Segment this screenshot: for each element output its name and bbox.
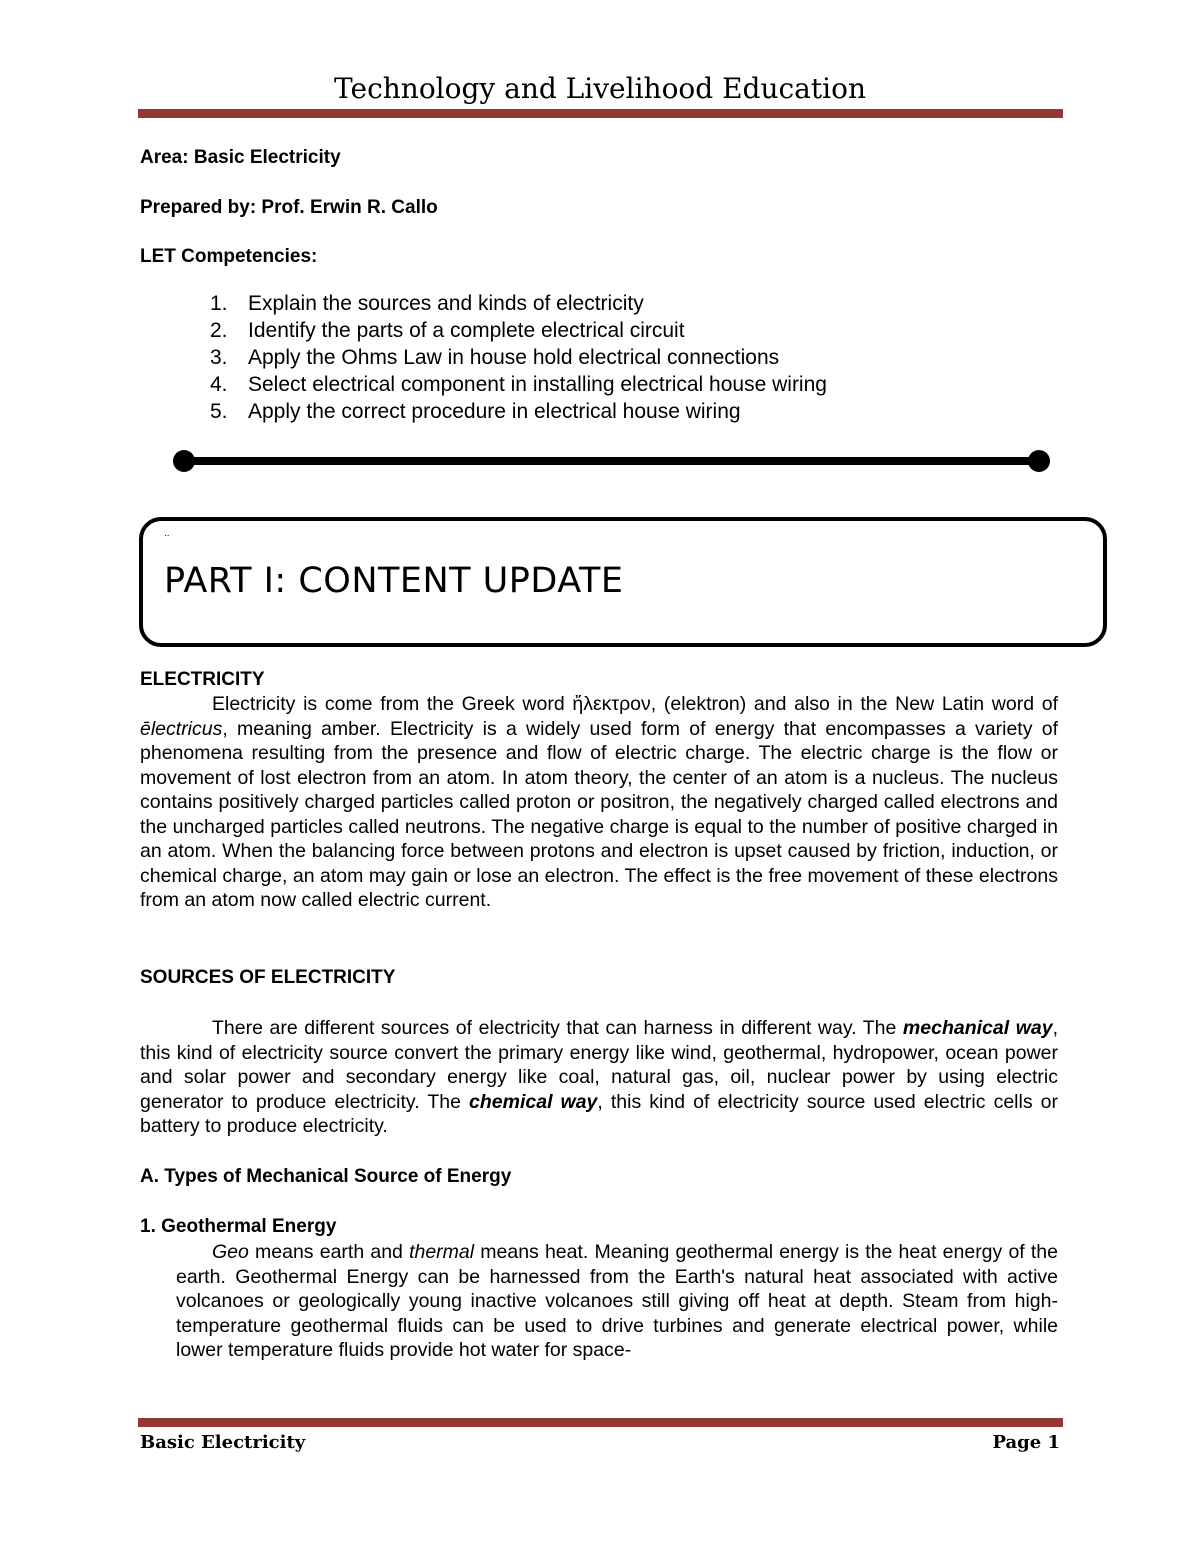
italic-term: thermal bbox=[409, 1241, 475, 1263]
geothermal-paragraph bbox=[176, 1240, 1058, 1363]
list-item bbox=[212, 371, 827, 398]
list-item-text: Apply the correct procedure in electrical house wiring bbox=[248, 400, 741, 423]
prepared-by-label: Prepared by: Prof. Erwin R. Callo bbox=[140, 197, 438, 218]
list-item-number: 3. bbox=[210, 346, 228, 369]
competencies-list bbox=[212, 290, 827, 425]
sources-paragraph bbox=[140, 1016, 1058, 1139]
list-item-number: 5. bbox=[210, 400, 228, 423]
list-item bbox=[212, 317, 827, 344]
italic-term: Geo bbox=[212, 1241, 249, 1263]
bold-italic-term: chemical way bbox=[469, 1090, 598, 1113]
electricity-heading: ELECTRICITY bbox=[140, 669, 265, 690]
document-header-title: Technology and Livelihood Education bbox=[334, 72, 866, 105]
types-heading: A. Types of Mechanical Source of Energy bbox=[140, 1166, 512, 1187]
list-item-text: Apply the Ohms Law in house hold electrical connections bbox=[248, 346, 780, 369]
header-rule bbox=[138, 109, 1063, 118]
box-corner-mark: .. bbox=[164, 528, 170, 539]
italic-term: ēlectricus bbox=[140, 717, 223, 740]
paragraph-text: Electricity is come from the Greek word ἤλεκτρον, (elektron) and also in the New Latin word of bbox=[212, 693, 1058, 715]
geothermal-heading: 1. Geothermal Energy bbox=[140, 1216, 337, 1237]
divider-right-dot bbox=[1028, 450, 1050, 472]
list-item-text: Identify the parts of a complete electrical circuit bbox=[248, 319, 685, 342]
list-item-text: Explain the sources and kinds of electricity bbox=[248, 292, 644, 315]
list-item bbox=[212, 290, 827, 317]
footer-document-title: Basic Electricity bbox=[140, 1432, 306, 1453]
paragraph-text: , meaning amber. Electricity is a widely used form of energy that encompasses a variety of phenomena resulting from the presence and flow of electric charge. The electric charge is the flow or movement of lost electron from an atom. In atom theory, the center of an atom is a nucleus. The nucleus contains positively charged particles called proton or positron, the negatively charged called electrons and the uncharged particles called neutrons. The negative charge is equal to the number of positive charged in an atom. When the balancing force between protons and electron is upset caused by friction, induction, or chemical charge, an atom may gain or lose an electron. The effect is the free movement of these electrons from an atom now called electric current. bbox=[140, 717, 1058, 911]
footer-rule bbox=[138, 1418, 1063, 1427]
paragraph-text: , this kind of electricity source used electric cells or battery to produce electricity. bbox=[140, 1090, 1058, 1137]
footer-page-number: Page 1 bbox=[992, 1432, 1060, 1453]
list-item bbox=[212, 344, 827, 371]
divider-left-dot bbox=[173, 450, 195, 472]
competencies-label: LET Competencies: bbox=[140, 246, 318, 267]
paragraph-text: means heat. Meaning geothermal energy is the heat energy of the earth. Geothermal Energy can be harnessed from the Earth's natural heat associated with active volcanoes or geologically young inactive volcanoes still giving off heat at depth. Steam from high-temperature geothermal fluids can be used to drive turbines and generate electrical power, while lower temperature fluids provide hot water for space- bbox=[176, 1241, 1058, 1361]
list-item-number: 4. bbox=[210, 373, 228, 396]
paragraph-text: means earth and bbox=[248, 1241, 410, 1263]
paragraph-text: , this kind of electricity source convert the primary energy like wind, geothermal, hydropower, ocean power and solar power and secondary energy like coal, natural gas, oil, nuclear power by using electric generator to produce electricity. The bbox=[140, 1017, 1058, 1113]
list-item-number: 1. bbox=[210, 292, 228, 315]
list-item-text: Select electrical component in installing electrical house wiring bbox=[248, 373, 827, 396]
electricity-paragraph bbox=[140, 692, 1058, 913]
sources-heading: SOURCES OF ELECTRICITY bbox=[140, 967, 396, 988]
list-item bbox=[212, 398, 827, 425]
part-title: PART I: CONTENT UPDATE bbox=[164, 561, 624, 601]
section-divider-line bbox=[183, 457, 1040, 465]
paragraph-text: There are different sources of electricity that can harness in different way. The bbox=[212, 1017, 903, 1039]
bold-italic-term: mechanical way bbox=[902, 1017, 1053, 1039]
list-item-number: 2. bbox=[210, 319, 228, 342]
area-label: Area: Basic Electricity bbox=[140, 147, 341, 168]
